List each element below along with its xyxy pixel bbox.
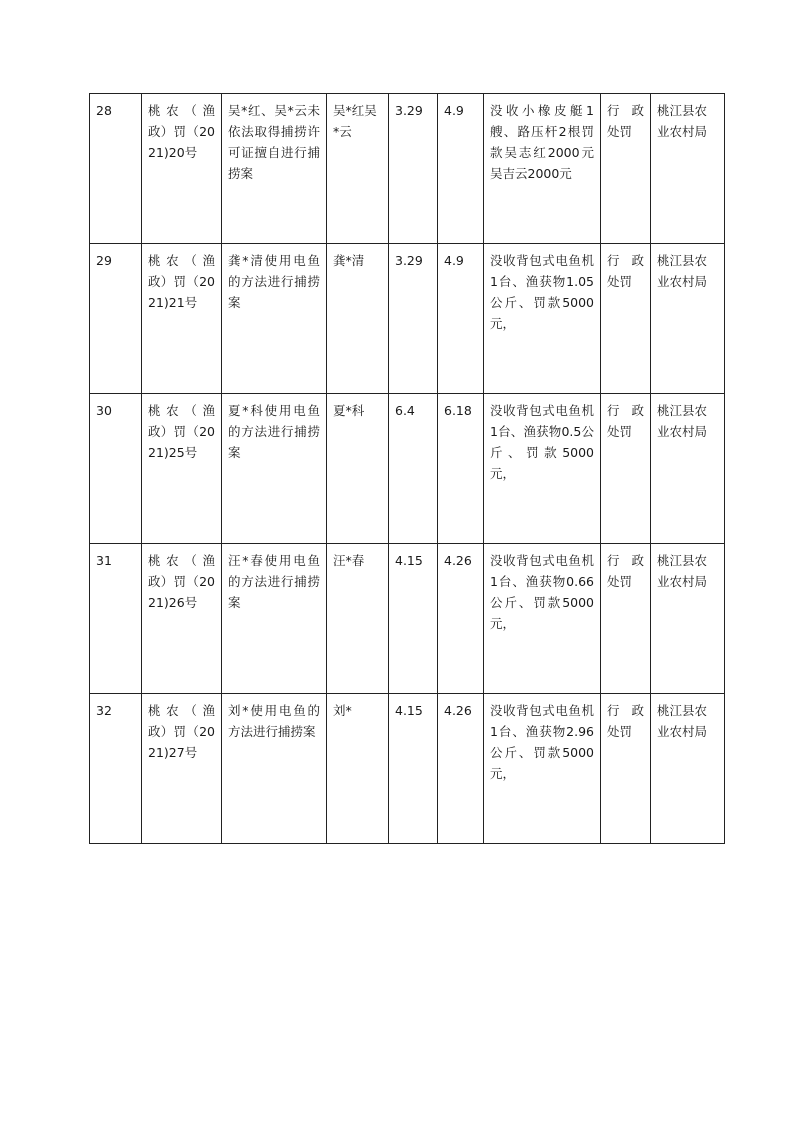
table-row [90,694,725,844]
action-type: 行政处罚 [601,394,651,544]
penalty-details: 没收背包式电鱼机1台、渔获物0.66公斤、罚款5000元， [484,544,601,694]
penalty-details: 没收背包式电鱼机1台、渔获物2.96公斤、罚款5000元， [484,694,601,844]
row-number: 32 [90,694,142,844]
action-type: 行政处罚 [601,694,651,844]
filing-date: 4.15 [389,544,438,694]
document-number: 桃农（渔政）罚（2021)20号 [142,94,222,244]
decision-date: 4.9 [438,94,484,244]
case-description: 龚*清使用电鱼的方法进行捕捞案 [222,244,327,394]
filing-date: 4.15 [389,694,438,844]
document-number: 桃农（渔政）罚（2021)25号 [142,394,222,544]
issuing-authority: 桃江县农业农村局 [651,694,725,844]
table-row [90,544,725,694]
penalty-cases-table [89,93,725,844]
action-type: 行政处罚 [601,244,651,394]
case-description: 刘*使用电鱼的方法进行捕捞案 [222,694,327,844]
party-name: 龚*清 [327,244,389,394]
row-number: 31 [90,544,142,694]
row-number: 29 [90,244,142,394]
table-row [90,94,725,244]
issuing-authority: 桃江县农业农村局 [651,94,725,244]
table-row [90,244,725,394]
decision-date: 6.18 [438,394,484,544]
decision-date: 4.9 [438,244,484,394]
case-description: 汪*春使用电鱼的方法进行捕捞案 [222,544,327,694]
issuing-authority: 桃江县农业农村局 [651,394,725,544]
decision-date: 4.26 [438,694,484,844]
party-name: 刘* [327,694,389,844]
penalty-details: 没收小橡皮艇1艘、路压杆2根罚款吴志红2000元吴吉云2000元 [484,94,601,244]
filing-date: 3.29 [389,244,438,394]
penalty-details: 没收背包式电鱼机1台、渔获物0.5公斤、罚款5000元， [484,394,601,544]
party-name: 汪*春 [327,544,389,694]
penalty-details: 没收背包式电鱼机1台、渔获物1.05公斤、罚款5000元， [484,244,601,394]
issuing-authority: 桃江县农业农村局 [651,544,725,694]
party-name: 夏*科 [327,394,389,544]
document-number: 桃农（渔政）罚（2021)21号 [142,244,222,394]
row-number: 30 [90,394,142,544]
table-row [90,394,725,544]
action-type: 行政处罚 [601,94,651,244]
party-name: 吴*红吴*云 [327,94,389,244]
issuing-authority: 桃江县农业农村局 [651,244,725,394]
document-number: 桃农（渔政）罚（2021)27号 [142,694,222,844]
case-description: 夏*科使用电鱼的方法进行捕捞案 [222,394,327,544]
action-type: 行政处罚 [601,544,651,694]
filing-date: 6.4 [389,394,438,544]
decision-date: 4.26 [438,544,484,694]
row-number: 28 [90,94,142,244]
filing-date: 3.29 [389,94,438,244]
case-description: 吴*红、吴*云未依法取得捕捞许可证擅自进行捕捞案 [222,94,327,244]
document-number: 桃农（渔政）罚（2021)26号 [142,544,222,694]
